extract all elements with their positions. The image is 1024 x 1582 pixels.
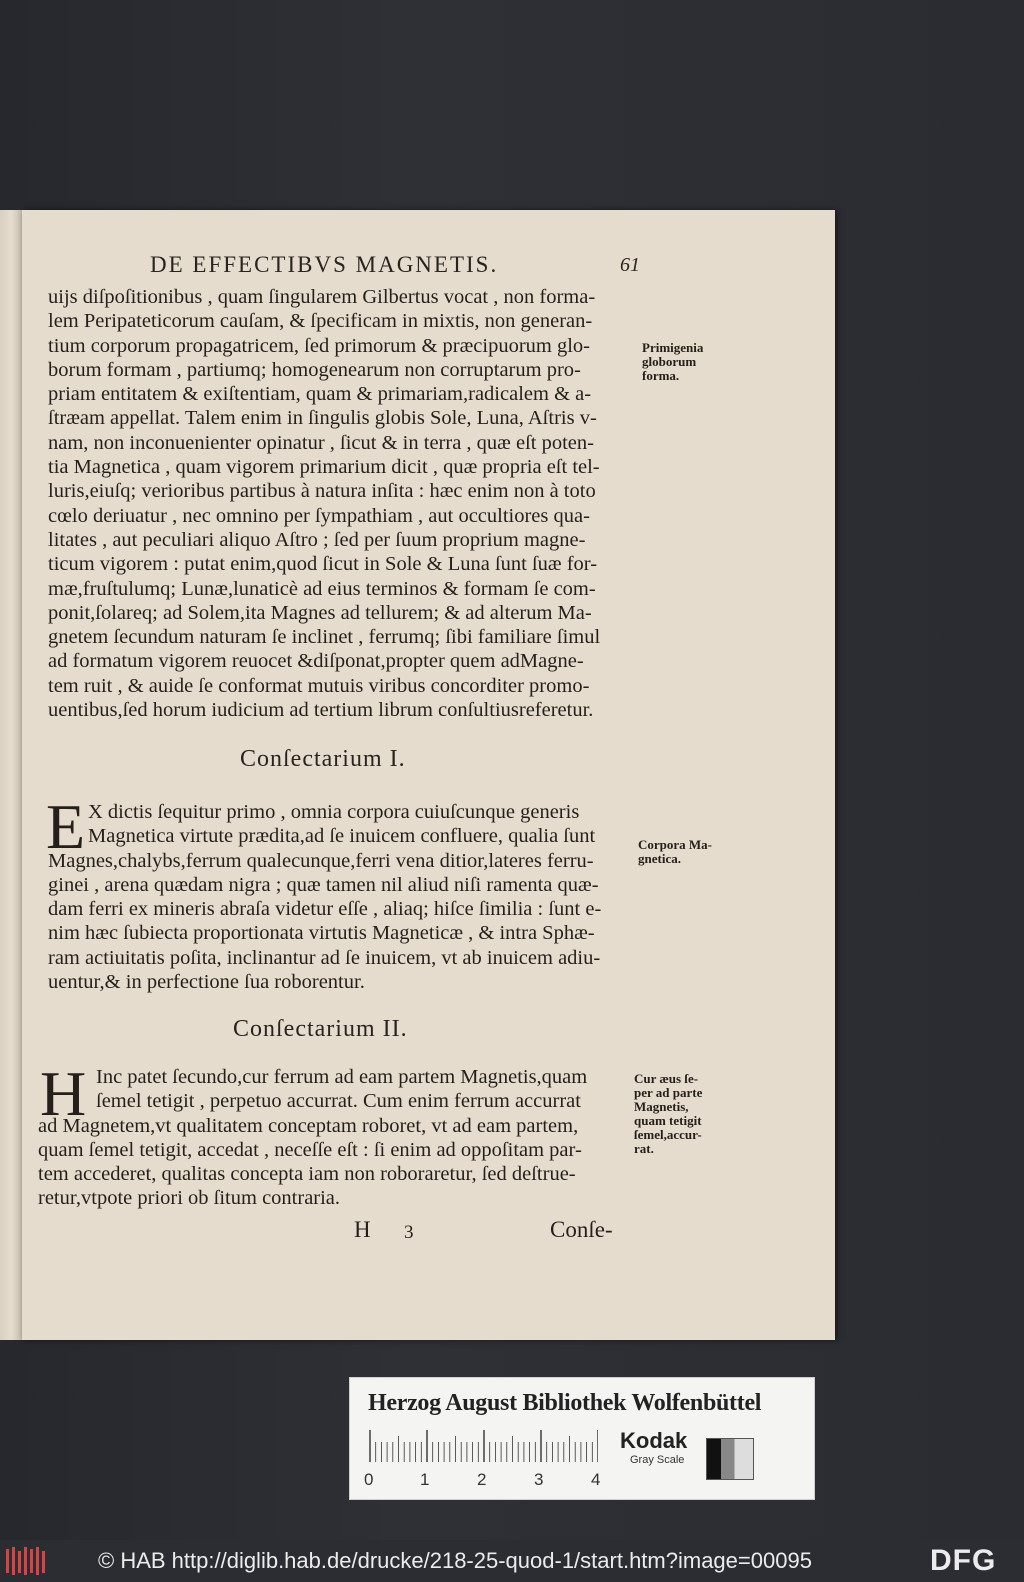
gray-scale-label: Gray Scale (630, 1454, 685, 1466)
text-line: borum formam , partiumq; homogenearum non corruptarum pro- (48, 358, 581, 381)
signature-mark: H (354, 1217, 371, 1242)
margin-note-2 (638, 838, 712, 866)
text-line: tia Magnetica , quam vigorem primarium dicit , quæ propria eſt tel- (48, 456, 600, 479)
text-line: X dictis ſequitur primo , omnia corpora cuiuſcunque generis (88, 801, 580, 823)
margin-note-line: Corpora Ma- (638, 837, 713, 852)
text-line: quam ſemel tetigit, accedat , neceſſe eſt : ſi enim ad oppoſitam par- (38, 1138, 582, 1161)
text-line: ticum vigorem : putat enim,quod ſicut in Sole & Luna ſunt ſuæ for- (48, 553, 598, 576)
ruler-number: 4 (591, 1470, 601, 1489)
ruler-number: 1 (420, 1470, 430, 1489)
section-heading-2: Conſectarium II. (233, 1016, 408, 1042)
text-line: cœlo deriuatur , nec omnino per ſympathiam , aut occultiores qua- (48, 504, 590, 527)
ruler-number: 2 (477, 1470, 487, 1489)
text-line: ad formatum vigorem reuocet &diſponat,propter quem adMagne- (48, 650, 584, 673)
text-line: ginei , arena quædam nigra ; quæ tamen nil aliud niſi ramenta quæ- (48, 873, 599, 896)
institution-name: Herzog August Bibliothek Wolfenbüttel (368, 1390, 762, 1416)
ruler-scale (368, 1430, 598, 1462)
text-line: Inc patet ſecundo,cur ferrum ad eam partem Magnetis,quam (96, 1066, 588, 1088)
margin-note-line: rat. (634, 1141, 654, 1156)
text-line: gnetem ſecundum naturam ſe inclinet , ferrumq; ſibi familiare ſimul (48, 626, 601, 649)
margin-note-3 (634, 1072, 702, 1156)
kodak-logo: Kodak (620, 1428, 688, 1453)
margin-note-1 (642, 341, 703, 383)
text-line: tem accederet, qualitas concepta iam non roboraretur, ſed deſtrue- (38, 1163, 576, 1186)
text-line: Magnetica virtute prædita,ad ſe inuicem confluere, qualia ſunt (88, 825, 596, 848)
margin-note-line: per ad parte (634, 1085, 703, 1100)
running-head: DE EFFECTIBVS MAGNETIS. (150, 252, 499, 277)
text-line: uentur,& in perfectione ſua roborentur. (48, 971, 365, 994)
text-line: tem ruit , & auide ſe conformat mutuis viribus concorditer promo- (48, 674, 590, 697)
signature-number: 3 (404, 1222, 414, 1243)
paragraph-3 (38, 1058, 636, 1211)
paragraph-2 (48, 800, 640, 994)
text-line: tium corporum propagatricem, ſed primorum & præcipuorum glo- (48, 334, 590, 357)
text-line: priam entitatem & exiſtentiam, quam & primariam,radicalem & a- (48, 383, 592, 406)
margin-note-line: quam tetigit (634, 1113, 702, 1128)
catchword: Conſe- (550, 1217, 613, 1242)
text-line: litates , aut peculiari aliquo Aſtro ; ſed per ſuum proprium magne- (48, 528, 586, 551)
margin-note-line: forma. (642, 368, 680, 383)
dfg-logo: DFG (930, 1544, 997, 1577)
margin-note-line: globorum (642, 354, 697, 369)
paragraph-1 (48, 285, 640, 722)
drop-cap-2: H (40, 1058, 87, 1129)
footer-bar (0, 1540, 1024, 1582)
ruler-number: 0 (364, 1470, 374, 1489)
text-line: nam, non inconuenienter opinatur , ſicut & in terra , quæ eſt poten- (48, 431, 594, 454)
margin-note-line: ſemel,accur- (634, 1127, 702, 1142)
text-line: ſemel tetigit , perpetuo accurrat. Cum enim ferrum accurrat (96, 1090, 581, 1113)
margin-note-line: Cur æus ſe- (634, 1071, 699, 1086)
text-line: dam ferri ex mineris abraſa videtur eſſe , aliaq; hiſce ſimilia : ſunt e- (48, 898, 602, 921)
text-line: ad Magnetem,vt qualitatem conceptam roboret, vt ad eam partem, (38, 1114, 579, 1137)
gray-scale-chip (706, 1438, 754, 1480)
text-line: ſtræam appellat. Talem enim in ſingulis globis Sole, Luna, Aſtris v- (48, 407, 597, 430)
drop-cap-1: E (46, 791, 86, 862)
margin-note-line: Magnetis, (634, 1099, 689, 1114)
text-line: mæ,fruſtulumq; Lunæ,lunaticè ad eius terminos & formam ſe com- (48, 577, 596, 600)
scan-color-card (349, 1377, 815, 1500)
folio-number: 61 (620, 254, 640, 276)
text-line: uijs diſpoſitionibus , quam ſingularem Gilbertus vocat , non forma- (48, 286, 596, 308)
text-line: Magnes,chalybs,ferrum qualecunque,ferri vena ditior,lateres ferru- (48, 849, 594, 872)
text-line: ponit,ſolareq; ad Solem,ita Magnes ad tellurem; & ad alterum Ma- (48, 601, 592, 624)
page-edge (0, 210, 22, 1340)
margin-note-line: gnetica. (638, 851, 681, 866)
text-line: luris,eiuſq; verioribus partibus à natura inſita : hæc enim non à toto (48, 480, 596, 503)
text-line: lem Peripateticorum cauſam, & ſpecificam in mixtis, non generan- (48, 310, 593, 333)
text-line: nim hæc ſubiecta proportionata virtutis Magneticæ , & intra Sphæ- (48, 922, 595, 945)
copyright-link[interactable]: © HAB http://diglib.hab.de/drucke/218-25-quod-1/start.htm?image=00095 (98, 1548, 812, 1573)
text-line: uentibus,ſed horum iudicium ad tertium librum conſultiusreferetur. (48, 699, 594, 722)
text-line: ram actiuitatis poſita, inclinantur ad ſe inuicem, vt ab inuicem adiu- (48, 946, 601, 969)
ruler-number: 3 (534, 1470, 544, 1489)
hab-logo-icon (4, 1545, 48, 1577)
margin-note-line: Primigenia (642, 340, 704, 355)
section-heading-1: Conſectarium I. (240, 746, 406, 772)
text-line: retur,vtpote priori ob ſitum contraria. (38, 1187, 341, 1210)
